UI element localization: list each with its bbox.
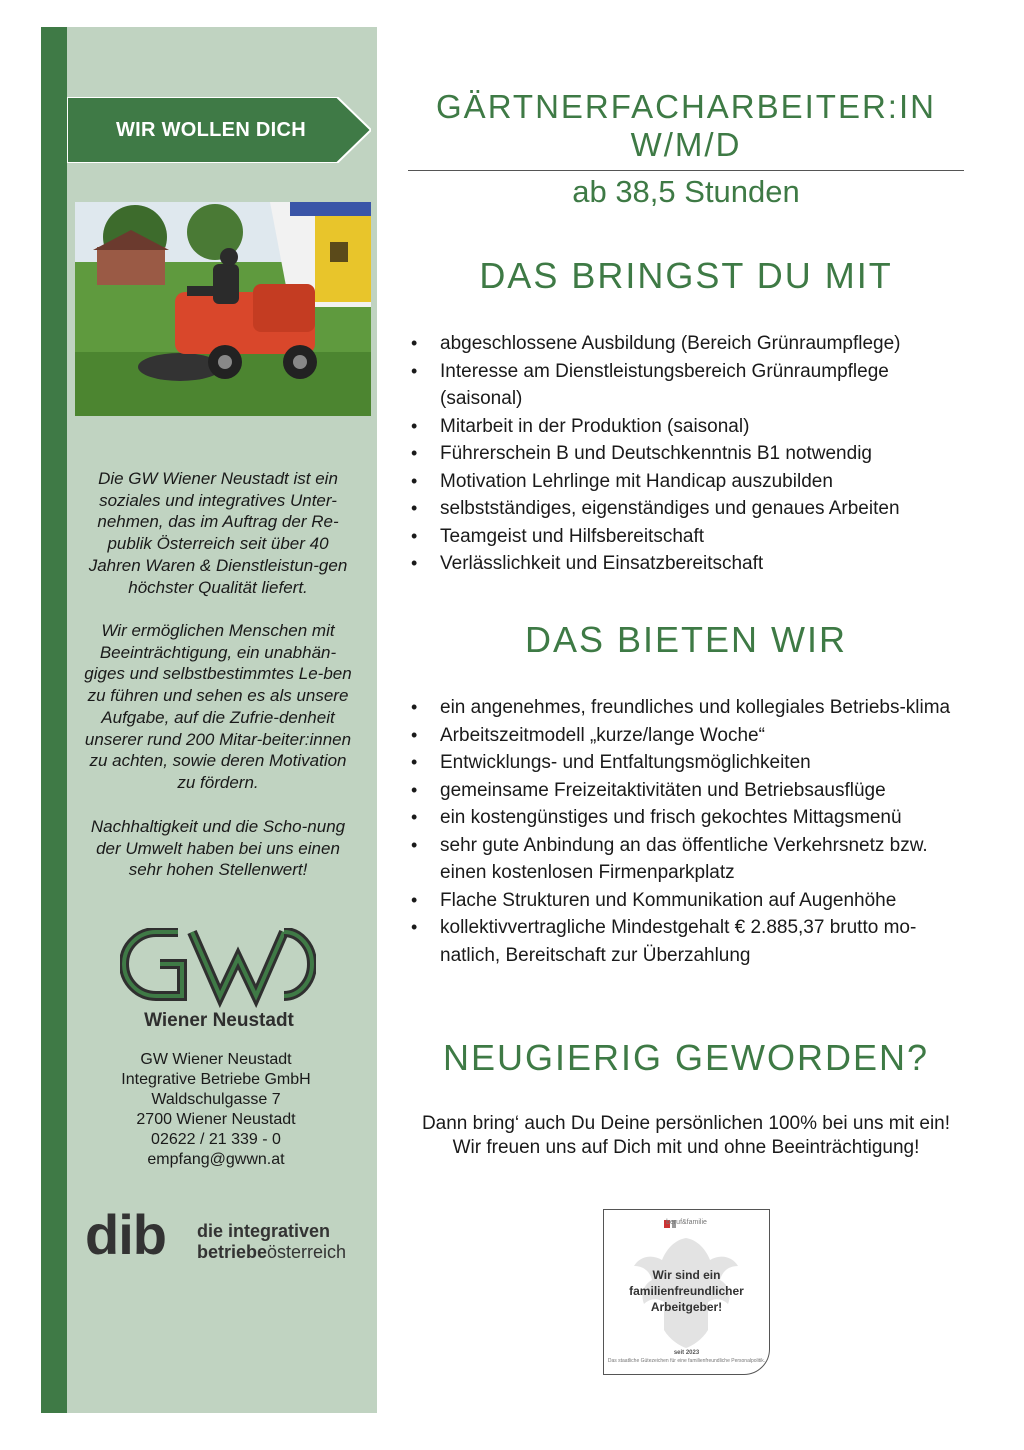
list-item: • Entwicklungs- und Entfaltungsmöglichkeiten <box>408 749 968 777</box>
dib-text-line1: die integrativen <box>197 1221 331 1241</box>
contact-name: GW Wiener Neustadt <box>140 1051 292 1068</box>
contact-street: Waldschulgasse 7 <box>151 1091 281 1108</box>
banner-text: WIR WOLLEN DICH <box>115 119 307 141</box>
job-hours: ab 38,5 Stunden <box>572 174 800 209</box>
list-item: • Führerschein B und Deutschkenntnis B1 notwendig <box>408 440 968 468</box>
contact-block <box>75 1050 357 1170</box>
family-friendly-seal <box>603 1209 770 1375</box>
cta-line1: Dann bring‘ auch Du Deine persönlichen 100% bei uns mit ein! <box>421 1113 951 1134</box>
list-item: • Verlässlichkeit und Einsatzbereitschaft <box>408 550 968 578</box>
list-item: • gemeinsame Freizeitaktivitäten und Betriebsausflüge <box>408 777 968 805</box>
job-title-line2: W/M/D <box>630 126 742 163</box>
lawn-mower-photo <box>75 202 371 416</box>
cta-heading: NEUGIERIG GEWORDEN? <box>442 1037 930 1078</box>
list-item: • selbstständiges, eigenständiges und genaues Arbeiten <box>408 495 968 523</box>
list-item: • kollektivvertragliche Mindestgehalt € 2.885,37 brutto mo-natlich, Bereitschaft zur Überzahlung <box>408 914 968 969</box>
list-item: • Mitarbeit in der Produktion (saisonal) <box>408 413 968 441</box>
cta-text <box>408 1112 964 1160</box>
offers-heading: DAS BIETEN WIR <box>524 619 848 660</box>
dib-text-line2-rest: österreich <box>267 1242 347 1262</box>
contact-phone: 02622 / 21 339 - 0 <box>151 1131 281 1148</box>
seal-main-text: Wir sind ein familienfreundlicher Arbeitgeber! <box>629 1268 744 1314</box>
list-item: • Motivation Lehrlinge mit Handicap auszubilden <box>408 468 968 496</box>
requirements-list <box>408 330 968 578</box>
banner <box>67 97 371 163</box>
dib-wordmark: dib <box>85 1203 166 1266</box>
list-item: • Arbeitszeitmodell „kurze/lange Woche“ <box>408 722 968 750</box>
list-item: • abgeschlossene Ausbildung (Bereich Grünraumpflege) <box>408 330 968 358</box>
job-title-line1: GÄRTNERFACHARBEITER:IN <box>436 88 936 125</box>
cta-line2: Wir freuen uns auf Dich mit und ohne Beeinträchtigung! <box>452 1137 920 1158</box>
job-title <box>408 88 964 164</box>
list-item: • Teamgeist und Hilfsbereitschaft <box>408 523 968 551</box>
list-item: • Flache Strukturen und Kommunikation auf Augenhöhe <box>408 887 968 915</box>
sidebar-stripe <box>41 27 67 1413</box>
about-paragraph-2: Wir ermöglichen Menschen mit Beeinträchtigung, ein unabhän-giges und selbstbestimmtes Le-ben zu führen und sehen es als unsere Aufgabe, auf die Zufrie-denheit unserer rund 200 Mitar-beiter:innen zu achten, sowie deren Motivation zu fördern. <box>84 621 352 792</box>
contact-city: 2700 Wiener Neustadt <box>136 1111 296 1128</box>
gw-logo-caption: Wiener Neustadt <box>144 1010 294 1031</box>
contact-company: Integrative Betriebe GmbH <box>121 1071 311 1088</box>
dib-text-line2 <box>197 1242 346 1263</box>
list-item: • ein kostengünstiges und frisch gekochtes Mittagsmenü <box>408 804 968 832</box>
list-item: • Interesse am Dienstleistungsbereich Grünraumpflege (saisonal) <box>408 358 968 413</box>
list-item: • sehr gute Anbindung an das öffentliche Verkehrsnetz bzw. einen kostenlosen Firmenparkplatz <box>408 832 968 887</box>
list-item: • ein angenehmes, freundliches und kollegiales Betriebs-klima <box>408 694 968 722</box>
title-divider <box>408 170 964 171</box>
contact-email[interactable]: empfang@gwwn.at <box>147 1151 285 1168</box>
requirements-heading: DAS BRINGST DU MIT <box>479 255 893 296</box>
offers-list <box>408 694 968 969</box>
seal-brand: beruf&familie <box>666 1219 707 1226</box>
about-paragraph-3: Nachhaltigkeit und die Scho-nung der Umwelt haben bei uns einen sehr hohen Stellenwert! <box>90 817 346 880</box>
dib-logo <box>85 1205 365 1265</box>
about-paragraph-1: Die GW Wiener Neustadt ist ein soziales und integratives Unter-nehmen, das im Auftrag der Re-publik Österreich seit über 40 Jahren Waren & Dienstleistun-gen höchster Qualität liefert. <box>88 469 348 597</box>
dib-text-line2-bold: betriebe <box>197 1242 268 1262</box>
seal-since: seit 2023 <box>673 1350 700 1356</box>
seal-small-print: Das staatliche Gütezeichen für eine familienfreundliche Personalpolitik. <box>607 1358 766 1364</box>
